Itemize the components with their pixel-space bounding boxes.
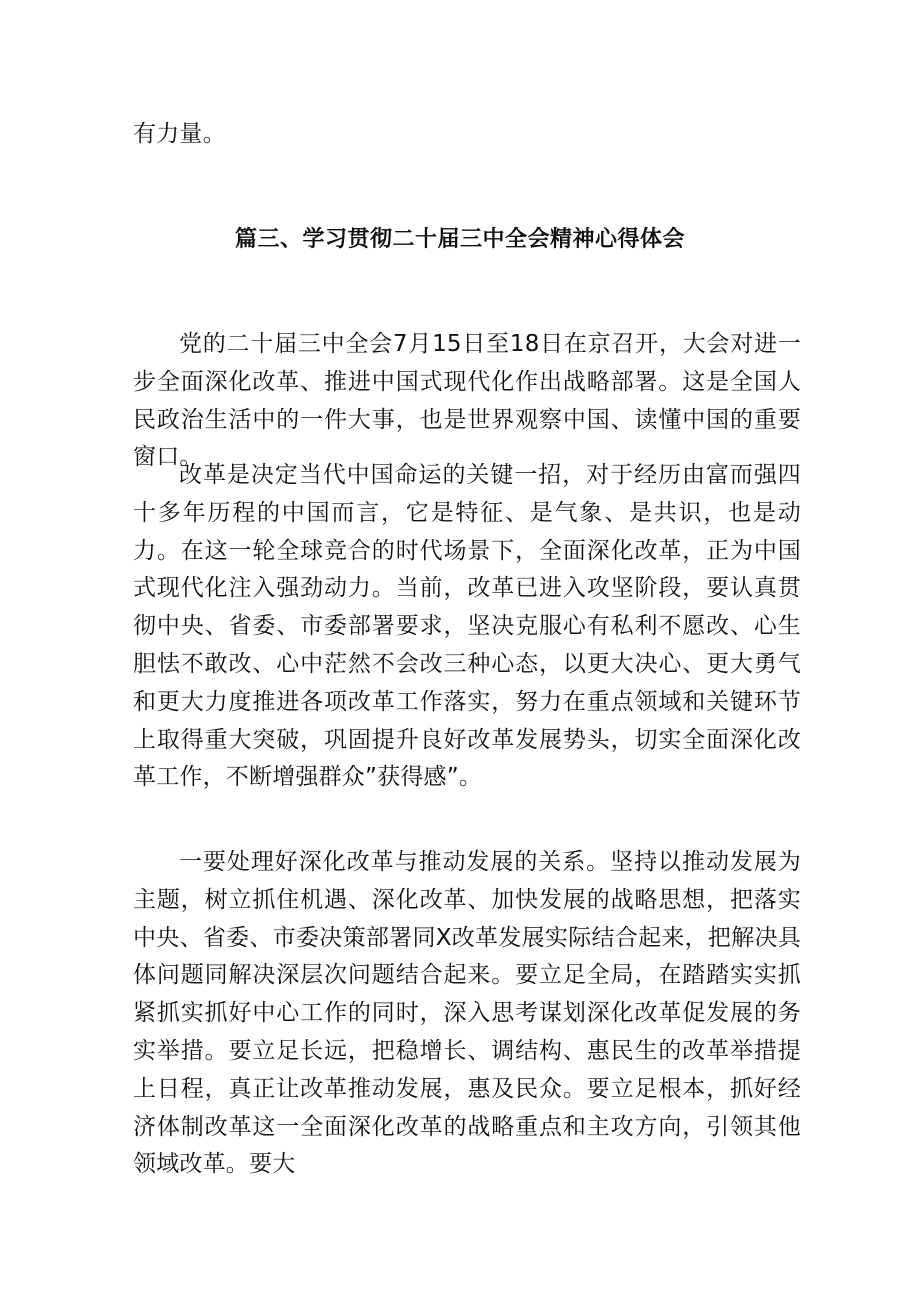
section-heading: 篇三、学习贯彻二十届三中全会精神心得体会	[234, 227, 685, 252]
paragraph-3: 一要处理好深化改革与推动发展的关系。坚持以推动发展为主题，树立抓住机遇、深化改革、加快发展的战略思想，把落实中央、省委、市委决策部署同X改革发展实际结合起来，把解决具体问题同解决深层次问题结合起来。要立足全局，在踏踏实实抓紧抓实抓好中心工作的同时，深入思考谋划深化改革促发展的务实举措。要立足长远，把稳增长、调结构、惠民生的改革举措提上日程，真正让改革推动发展，惠及民众。要立足根本，抓好经济体制改革这一全面深化改革的战略重点和主攻方向，引领其他领域改革。要大	[133, 849, 801, 1178]
continuation-text: 有力量。	[133, 121, 226, 147]
paragraph-2: 改革是决定当代中国命运的关键一招，对于经历由富而强四十多年历程的中国而言，它是特征、是气象、是共识，也是动力。在这一轮全球竞合的时代场景下，全面深化改革，正为中国式现代化注入强劲动力。当前，改革已进入攻坚阶段，要认真贯彻中央、省委、市委部署要求，坚决克服心有私利不愿改、心生胆怯不敢改、心中茫然不会改三种心态，以更大决心、更大勇气和更大力度推进各项改革工作落实，努力在重点领域和关键环节上取得重大突破，巩固提升良好改革发展势头，切实全面深化改革工作，不断增强群众”获得感”。	[133, 462, 801, 791]
paragraph-1: 党的二十届三中全会7月15日至18日在京召开，大会对进一步全面深化改革、推进中国式现代化作出战略部署。这是全国人民政治生活中的一件大事，也是世界观察中国、读懂中国的重要窗口。	[133, 331, 801, 471]
